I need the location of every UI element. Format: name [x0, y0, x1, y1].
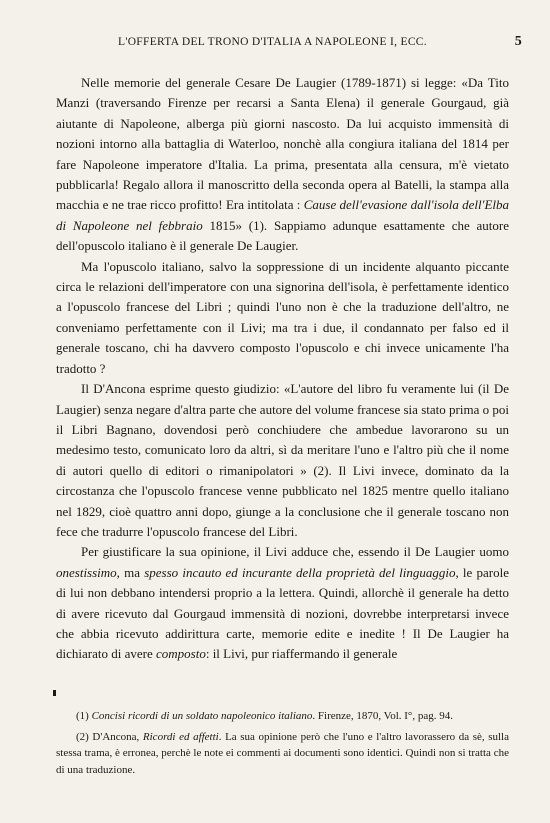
paragraph-1: Nelle memorie del generale Cesare De Laugier (1789-1871) si legge: «Da Tito Manzi (traversando Firenze per recarsi a Santa Elena) il generale Gourgaud, già aiutante di Napoleone, alberga più giorni nascosto. Da lui acquisto immensità di nozioni intorno alla battaglia di Waterloo, nonchè alla congiura italiana del 1814 per fare Napoleone imperatore d'Italia. La prima, presentata alla censura, m'è vietato pubblicarla! Regalo allora il manoscritto della seconda opera al Batelli, la stampa alla macchia e ne trae ricco profitto! Era intitolata : Cause dell'evasione dall'isola dell'Elba di Napoleone nel febbraio 1815» (1). Sappiamo adunque esattamente che autore dell'opuscolo italiano è il generale De Laugier. — [56, 75, 509, 254]
body-text — [56, 73, 509, 665]
paragraph-4: Per giustificare la sua opinione, il Livi adduce che, essendo il De Laugier uomo onestissimo, ma spesso incauto ed incurante della proprietà del linguaggio, le parole di lui non debbano intendersi proprio a la lettera. Quindi, allorchè il generale ha detto di avere ricevuto dal Gourgaud immensità di nozioni, dovrebbe interpretarsi invece che abbia ricevuto addirittura carte, memorie edite e inedite ! Il De Laugier ha dichiarato di avere composto: il Livi, pur riaffermando il generale — [56, 544, 509, 662]
footnotes — [56, 708, 509, 780]
running-title: L'OFFERTA DEL TRONO D'ITALIA A NAPOLEONE I, ECC. — [118, 36, 427, 48]
paragraph-3: Il D'Ancona esprime questo giudizio: «L'autore del libro fu veramente lui (il De Laugier) senza negare d'altra parte che autore del volume francese sia stato prima o poi il Libri Bagnano, dovendosi però conchiudere che ambedue lavorarono su un medesimo testo, comunicato loro da altri, sì da meritare l'uno e l'altro più che il nome di autori quello di editori o rimanipolatori » (2). Il Livi invece, dominato da la circostanza che l'opuscolo francese venne pubblicato nel 1825 mentre quello italiano nel 1829, cioè quattro anni dopo, giunge a la conclusione che il generale toscano non fece che tradurre l'opuscolo francese del Libri. — [56, 381, 509, 539]
page-number: 5 — [514, 34, 522, 49]
margin-mark — [53, 690, 56, 696]
paragraph-2: Ma l'opuscolo italiano, salvo la soppressione di un incidente alquanto piccante circa le relazioni dell'imperatore con una signorina dell'isola, è perfettamente identico a l'opuscolo francese del Libri ; quindi l'uno non è che la traduzione dell'altro, ne conveniamo perfettamente con il Livi; ma tra i due, il condannato per falso ed il generale toscano, chi ha davvero composto l'opuscolo e chi invece unicamente l'ha tradotto ? — [56, 258, 509, 376]
running-header — [118, 36, 522, 52]
italic-title: Cause dell'evasione dall'isola dell'Elba di Napoleone nel febbraio — [56, 197, 509, 233]
footnote-2: (2) D'Ancona, Ricordi ed affetti. La sua opinione però che l'uno e l'altro lavorassero da sè, sulla stessa trama, è erronea, perchè le note ei commenti ai documenti sono identici. Quindi non si tratta che di una traduzione. — [56, 730, 509, 776]
footnote-1: (1) Concisi ricordi di un soldato napoleonico italiano. Firenze, 1870, Vol. I°, pag. 94. — [76, 710, 453, 722]
